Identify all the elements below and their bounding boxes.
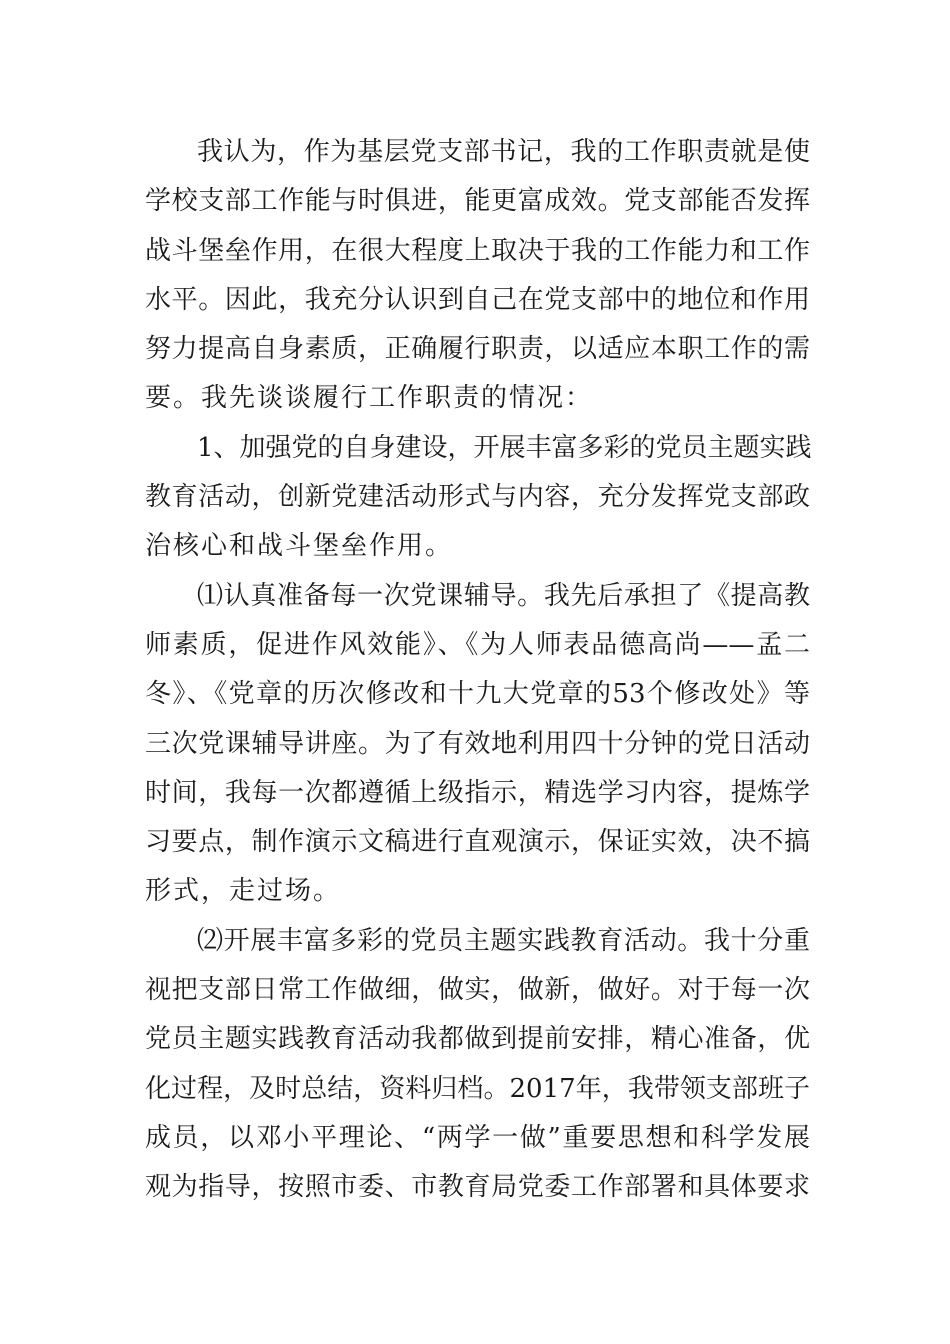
paragraph-line: 习要点，制作演示文稿进行直观演示，保证实效，决不搞: [145, 827, 810, 858]
paragraph-line: 战斗堡垒作用，在很大程度上取决于我的工作能力和工作: [145, 235, 810, 266]
paragraph-line: 化过程，及时总结，资料归档。2017年，我带领支部班子: [145, 1073, 810, 1104]
body-text: [145, 128, 810, 1213]
paragraph-line: 冬》、《党章的历次修改和十九大党章的53个修改处》等: [145, 679, 810, 710]
paragraph-line: 努力提高自身素质，正确履行职责，以适应本职工作的需: [145, 334, 810, 365]
paragraph-line: 要。我先谈谈履行工作职责的情况：: [145, 383, 594, 414]
paragraph-line: ⑵开展丰富多彩的党员主题实践教育活动。我十分重: [197, 925, 810, 956]
paragraph-line: 成员，以邓小平理论、“两学一做”重要思想和科学发展: [145, 1122, 810, 1153]
paragraph-line: 观为指导，按照市委、市教育局党委工作部署和具体要求: [145, 1172, 810, 1203]
paragraph-line: 治核心和战斗堡垒作用。: [145, 531, 454, 562]
paragraph-line: 三次党课辅导讲座。为了有效地利用四十分钟的党日活动: [145, 728, 810, 759]
paragraph-line: 视把支部日常工作做细，做实，做新，做好。对于每一次: [145, 975, 810, 1006]
paragraph-line: 党员主题实践教育活动我都做到提前安排，精心准备，优: [145, 1024, 810, 1055]
paragraph-line: 水平。因此，我充分认识到自己在党支部中的地位和作用: [145, 284, 810, 315]
paragraph-line: 我认为，作为基层党支部书记，我的工作职责就是使: [197, 137, 810, 167]
paragraph-line: 师素质，促进作风效能》、《为人师表品德高尚——孟二: [145, 629, 810, 660]
paragraph-line: 1、加强党的自身建设，开展丰富多彩的党员主题实践: [197, 432, 812, 463]
paragraph-line: ⑴认真准备每一次党课辅导。我先后承担了《提高教: [197, 580, 810, 611]
paragraph-line: 时间，我每一次都遵循上级指示，精选学习内容，提炼学: [145, 777, 810, 808]
paragraph-line: 形式，走过场。: [145, 876, 342, 907]
paragraph-line: 学校支部工作能与时俱进，能更富成效。党支部能否发挥: [145, 186, 810, 217]
paragraph-line: 教育活动，创新党建活动形式与内容，充分发挥党支部政: [145, 482, 810, 513]
